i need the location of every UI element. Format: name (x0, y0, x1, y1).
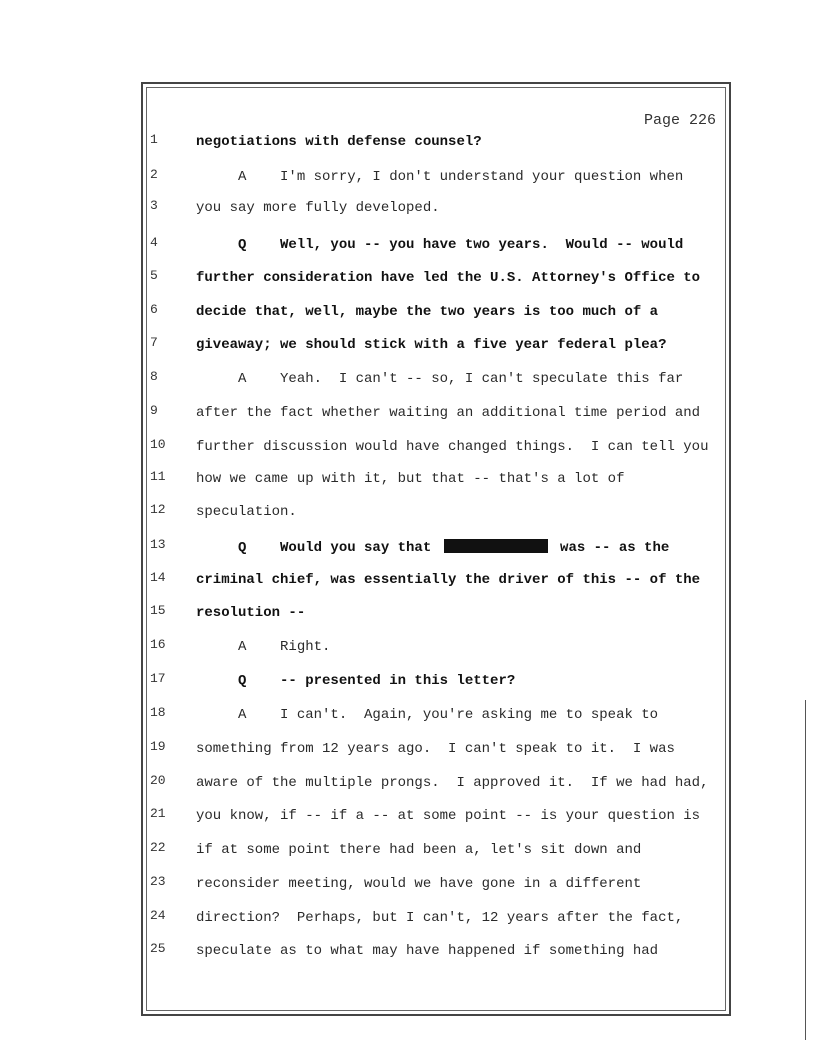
line-number: 10 (150, 437, 166, 452)
line-number: 11 (150, 469, 166, 484)
redaction-box (444, 539, 548, 553)
line-text: A Right. (196, 639, 331, 655)
line-number: 6 (150, 302, 158, 317)
line-number: 15 (150, 603, 166, 618)
transcript-line (0, 671, 760, 693)
line-text: Q -- presented in this letter? (196, 673, 516, 689)
transcript-line (0, 537, 760, 559)
line-number: 22 (150, 840, 166, 855)
line-number: 18 (150, 705, 166, 720)
transcript-line (0, 198, 760, 220)
line-number: 8 (150, 369, 158, 384)
line-text: direction? Perhaps, but I can't, 12 years after the fact, (196, 910, 684, 926)
transcript-line (0, 235, 760, 257)
transcript-line (0, 369, 760, 391)
page-number: Page 226 (643, 112, 716, 129)
line-number: 21 (150, 806, 166, 821)
line-number: 17 (150, 671, 166, 686)
line-text: Q Well, you -- you have two years. Would -- would (196, 237, 684, 253)
line-number: 19 (150, 739, 166, 754)
line-number: 12 (150, 502, 166, 517)
transcript-line (0, 403, 760, 425)
scan-edge-line (805, 700, 806, 1040)
line-number: 5 (150, 268, 158, 283)
line-text: speculate as to what may have happened if something had (196, 943, 659, 959)
line-text: giveaway; we should stick with a five year federal plea? (196, 337, 667, 353)
line-number: 7 (150, 335, 158, 350)
line-text: after the fact whether waiting an additional time period and (196, 405, 701, 421)
transcript-line (0, 335, 760, 357)
line-text: negotiations with defense counsel? (196, 134, 482, 150)
line-text: speculation. (196, 504, 297, 520)
line-text: reconsider meeting, would we have gone in a different (196, 876, 642, 892)
transcript-line (0, 637, 760, 659)
transcript-line (0, 806, 760, 828)
line-number: 13 (150, 537, 166, 552)
transcript-line (0, 502, 760, 524)
line-text-before-redaction: Q Would you say that (196, 540, 440, 556)
line-text: you know, if -- if a -- at some point -- is your question is (196, 808, 701, 824)
line-text: criminal chief, was essentially the driver of this -- of the (196, 572, 701, 588)
transcript-line (0, 773, 760, 795)
transcript-line (0, 437, 760, 459)
line-number: 1 (150, 132, 158, 147)
transcript-line (0, 302, 760, 324)
transcript-line (0, 941, 760, 963)
line-text-after-redaction: was -- as the (551, 540, 670, 556)
line-text: resolution -- (196, 605, 306, 621)
line-number: 9 (150, 403, 158, 418)
line-text: A I'm sorry, I don't understand your question when (196, 169, 684, 185)
line-number: 20 (150, 773, 166, 788)
transcript-line (0, 167, 760, 189)
transcript-line (0, 840, 760, 862)
line-number: 25 (150, 941, 166, 956)
line-text: aware of the multiple prongs. I approved it. If we had had, (196, 775, 709, 791)
line-number: 14 (150, 570, 166, 585)
line-text (196, 539, 669, 556)
line-text: something from 12 years ago. I can't speak to it. I was (196, 741, 675, 757)
transcript-line (0, 132, 760, 154)
line-text: you say more fully developed. (196, 200, 440, 216)
transcript-line (0, 570, 760, 592)
transcript-line (0, 874, 760, 896)
transcript-line (0, 739, 760, 761)
line-number: 23 (150, 874, 166, 889)
line-number: 4 (150, 235, 158, 250)
line-text: A I can't. Again, you're asking me to speak to (196, 707, 659, 723)
line-number: 2 (150, 167, 158, 182)
transcript-line (0, 603, 760, 625)
line-text: A Yeah. I can't -- so, I can't speculate this far (196, 371, 684, 387)
line-text: how we came up with it, but that -- that's a lot of (196, 471, 625, 487)
transcript-line (0, 705, 760, 727)
line-number: 24 (150, 908, 166, 923)
transcript-line (0, 908, 760, 930)
line-text: decide that, well, maybe the two years is too much of a (196, 304, 659, 320)
line-text: further discussion would have changed things. I can tell you (196, 439, 709, 455)
transcript-line (0, 469, 760, 491)
line-text: further consideration have led the U.S. Attorney's Office to (196, 270, 701, 286)
transcript-line (0, 268, 760, 290)
line-number: 3 (150, 198, 158, 213)
line-number: 16 (150, 637, 166, 652)
line-text: if at some point there had been a, let's sit down and (196, 842, 642, 858)
